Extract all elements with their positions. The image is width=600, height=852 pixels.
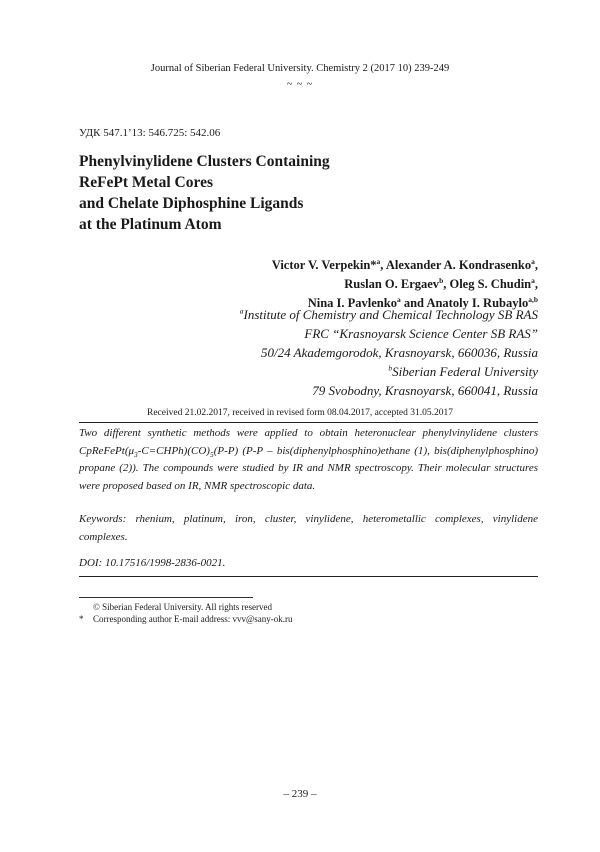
author-name: Nina I. Pavlenko [307, 296, 397, 310]
abstract [79, 425, 538, 495]
author-affiliation-mark: a [531, 256, 535, 266]
title-line: ReFePt Metal Cores [79, 174, 213, 191]
affiliation-line: 79 Svobodny, Krasnoyarsk, 660041, Russia [312, 383, 538, 398]
author-line: Victor V. Verpekin*$^a$, Alexander A. Kondrasenko$^a$, [271, 256, 538, 272]
author-name: Victor V. Verpekin* [271, 258, 377, 272]
author-line: Ruslan O. Ergaev$^b$, Oleg S. Chudin$^a$, [344, 275, 538, 291]
author-conjunction: and [403, 296, 424, 310]
footnote-corresponding: * Corresponding author E-mail address: vvv@sany-ok.ru [79, 614, 293, 624]
keywords-line: Keywords: rhenium, platinum, iron, cluster, vinylidene, heterometallic complexes, vinylidene [79, 513, 538, 525]
title-line: Phenylvinylidene Clusters Containing [79, 153, 330, 170]
author-affiliation-mark: a [376, 256, 381, 266]
affiliation-line: $^b$Siberian Federal University [388, 363, 538, 379]
received-dates: Received 21.02.2017, received in revised form 08.04.2017, accepted 31.05.2017 [146, 408, 454, 418]
abstract-top-rule [79, 422, 538, 423]
doi: DOI: 10.17516/1998-2836-0021. [79, 557, 226, 569]
author-name: Anatoly I. Rubaylo [426, 296, 529, 310]
author-name: Alexander A. Kondrasenko [385, 258, 532, 272]
keywords [79, 511, 538, 546]
affiliation-line: $^a$Institute of Chemistry and Chemical Technology SB RAS [239, 306, 538, 322]
affiliation-line: FRC “Krasnoyarsk Science Center SB RAS” [304, 326, 538, 341]
author-affiliation-mark: a [396, 294, 401, 304]
abstract-line: were proposed based on IR, NMR spectroscopic data. [79, 479, 316, 492]
abstract-line: $CpReFePt(\mu_3-C=CHPh)(CO)_5(P-P)$ (P-P – bis(diphenylphosphino)ethane (1), bis(diphenylphosphino) [79, 444, 538, 459]
affiliation-mark: b [388, 363, 393, 373]
footnote-copyright: © Siberian Federal University. All rights reserved [93, 602, 272, 612]
paper-title [79, 151, 330, 235]
author-affiliation-mark: b [439, 275, 444, 285]
journal-header: Journal of Siberian Federal University. Chemistry 2 (2017 10) 239-249 [150, 63, 450, 74]
keywords-line: complexes. [79, 530, 128, 543]
title-line: and Chelate Diphosphine Ligands [79, 195, 304, 212]
affiliations [240, 305, 538, 400]
author-affiliation-mark: a,b [528, 294, 538, 304]
page-number: – 239 – [283, 788, 317, 800]
affiliation-line: 50/24 Akademgorodok, Krasnoyarsk, 660036, Russia [261, 345, 538, 360]
doi-bottom-rule [79, 576, 538, 577]
author-name: Oleg S. Chudin [449, 277, 532, 291]
footnote-rule [79, 597, 253, 598]
abstract-line: Two different synthetic methods were applied to obtain heteronuclear phenylvinylidene clusters [79, 427, 538, 439]
author-affiliation-mark: a [531, 275, 535, 285]
author-name: Ruslan O. Ergaev [344, 277, 440, 291]
abstract-line: propane (2)). The compounds were studied by IR and NMR spectroscopy. Their molecular structures [79, 462, 538, 474]
udk-code: УДК 547.1’13: 546.725: 542.06 [79, 127, 221, 139]
header-ornament: ~ ~ ~ [286, 79, 314, 90]
affiliation-mark: a [239, 306, 244, 316]
title-line: at the Platinum Atom [79, 216, 222, 233]
